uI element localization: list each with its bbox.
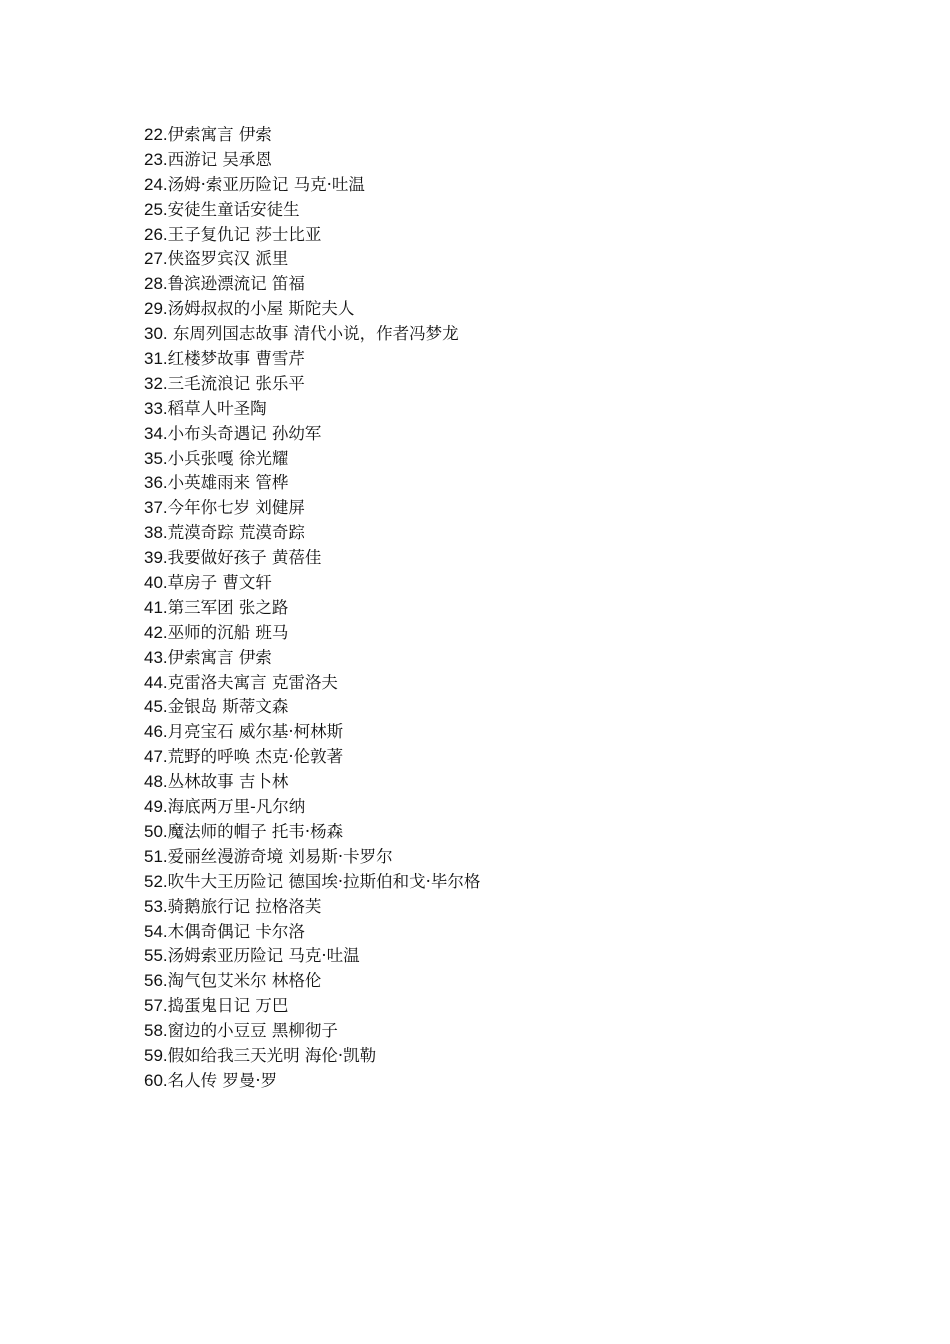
item-title-author: 爱丽丝漫游奇境 刘易斯·卡罗尔 — [167, 846, 393, 866]
item-number: 58. — [144, 1021, 168, 1041]
list-item — [144, 596, 480, 621]
list-item — [144, 720, 480, 745]
list-item — [144, 1019, 480, 1044]
item-title-author: 我要做好孩子 黄蓓佳 — [167, 548, 322, 568]
item-title-author: 汤姆叔叔的小屋 斯陀夫人 — [167, 299, 355, 319]
item-title-author: 窗边的小豆豆 黑柳彻子 — [167, 1021, 338, 1041]
item-number: 24. — [144, 174, 168, 194]
list-item — [144, 944, 480, 969]
list-item — [144, 546, 480, 571]
item-number: 35. — [144, 448, 168, 468]
item-number: 29. — [144, 299, 168, 319]
item-title-author: 草房子 曹文轩 — [167, 573, 272, 593]
item-number: 32. — [144, 373, 168, 393]
list-item — [144, 148, 480, 173]
list-item — [144, 920, 480, 945]
list-item — [144, 372, 480, 397]
list-item — [144, 471, 480, 496]
list-item — [144, 895, 480, 920]
item-number: 36. — [144, 473, 168, 493]
item-number: 47. — [144, 747, 168, 767]
list-item — [144, 621, 480, 646]
item-title-author: 克雷洛夫寓言 克雷洛夫 — [167, 672, 338, 692]
list-item — [144, 297, 480, 322]
item-title-author: 鲁滨逊漂流记 笛福 — [167, 274, 305, 294]
item-title-author: 三毛流浪记 张乐平 — [167, 373, 305, 393]
item-number: 42. — [144, 622, 168, 642]
item-title-author: 名人传 罗曼·罗 — [167, 1070, 278, 1090]
item-number: 43. — [144, 647, 168, 667]
item-title-author: 骑鹅旅行记 拉格洛芙 — [167, 896, 322, 916]
item-number: 45. — [144, 697, 168, 717]
list-item — [144, 123, 480, 148]
item-title-author: 荒野的呼唤 杰克·伦敦著 — [167, 747, 344, 767]
item-title-author: 汤姆·索亚历险记 马克·吐温 — [167, 174, 365, 194]
item-title-author: 吹牛大王历险记 德国埃·拉斯伯和戈·毕尔格 — [167, 871, 481, 891]
list-item — [144, 272, 480, 297]
item-number: 33. — [144, 398, 168, 418]
item-title-author: 小英雄雨来 管桦 — [167, 473, 289, 493]
item-number: 23. — [144, 149, 168, 169]
item-title-author: 荒漠奇踪 荒漠奇踪 — [167, 523, 305, 543]
item-number: 46. — [144, 722, 168, 742]
item-number: 49. — [144, 797, 168, 817]
item-title-author: 红楼梦故事 曹雪芹 — [167, 349, 305, 369]
list-item — [144, 646, 480, 671]
list-item — [144, 397, 480, 422]
item-title-author: 魔法师的帽子 托韦·杨森 — [167, 821, 344, 841]
item-title-author: 伊索寓言 伊索 — [167, 647, 272, 667]
item-title-author: 淘气包艾米尔 林格伦 — [167, 971, 322, 991]
list-item — [144, 322, 480, 347]
item-title-author: 捣蛋鬼日记 万巴 — [167, 996, 289, 1016]
list-item — [144, 173, 480, 198]
list-item — [144, 870, 480, 895]
item-title-author: 今年你七岁 刘健屏 — [167, 498, 305, 518]
item-number: 44. — [144, 672, 168, 692]
item-number: 50. — [144, 821, 168, 841]
item-title-author: 小兵张嘎 徐光耀 — [167, 448, 289, 468]
list-item — [144, 770, 480, 795]
item-number: 56. — [144, 971, 168, 991]
item-number: 30. — [144, 324, 168, 344]
item-number: 54. — [144, 921, 168, 941]
item-number: 39. — [144, 548, 168, 568]
list-item — [144, 521, 480, 546]
item-number: 41. — [144, 597, 168, 617]
item-title-author: 汤姆索亚历险记 马克·吐温 — [167, 946, 360, 966]
item-number: 53. — [144, 896, 168, 916]
item-title-author: 东周列国志故事 清代小说，作者冯梦龙 — [167, 324, 459, 344]
item-title-author: 西游记 吴承恩 — [167, 149, 272, 169]
list-item — [144, 347, 480, 372]
item-number: 25. — [144, 199, 168, 219]
item-number: 59. — [144, 1045, 168, 1065]
item-title-author: 第三军团 张之路 — [167, 597, 289, 617]
item-number: 31. — [144, 349, 168, 369]
item-title-author: 稻草人叶圣陶 — [167, 398, 267, 418]
item-title-author: 小布头奇遇记 孙幼军 — [167, 423, 322, 443]
list-item — [144, 695, 480, 720]
item-title-author: 海底两万里-凡尔纳 — [167, 797, 306, 817]
list-item — [144, 820, 480, 845]
list-item — [144, 447, 480, 472]
list-item — [144, 969, 480, 994]
item-number: 51. — [144, 846, 168, 866]
item-number: 60. — [144, 1070, 168, 1090]
list-item — [144, 422, 480, 447]
list-item — [144, 198, 480, 223]
list-item — [144, 845, 480, 870]
item-title-author: 侠盗罗宾汉 派里 — [167, 249, 289, 269]
item-title-author: 丛林故事 吉卜林 — [167, 772, 289, 792]
item-number: 37. — [144, 498, 168, 518]
list-item — [144, 496, 480, 521]
list-item — [144, 745, 480, 770]
item-title-author: 王子复仇记 莎士比亚 — [167, 224, 322, 244]
list-item — [144, 671, 480, 696]
item-title-author: 巫师的沉船 班马 — [167, 622, 289, 642]
item-title-author: 木偶奇偶记 卡尔洛 — [167, 921, 305, 941]
item-title-author: 金银岛 斯蒂文森 — [167, 697, 289, 717]
item-number: 52. — [144, 871, 168, 891]
item-number: 57. — [144, 996, 168, 1016]
item-title-author: 月亮宝石 威尔基·柯林斯 — [167, 722, 344, 742]
list-item — [144, 1069, 480, 1094]
list-item — [144, 994, 480, 1019]
item-number: 27. — [144, 249, 168, 269]
item-number: 55. — [144, 946, 168, 966]
item-number: 48. — [144, 772, 168, 792]
list-item — [144, 247, 480, 272]
book-list — [144, 123, 480, 1094]
list-item — [144, 1044, 480, 1069]
item-title-author: 伊索寓言 伊索 — [167, 125, 272, 144]
item-number: 38. — [144, 523, 168, 543]
item-number: 40. — [144, 573, 168, 593]
item-number: 34. — [144, 423, 168, 443]
list-item — [144, 571, 480, 596]
item-number: 22. — [144, 125, 168, 144]
item-number: 26. — [144, 224, 168, 244]
item-title-author: 假如给我三天光明 海伦·凯勒 — [167, 1045, 377, 1065]
list-item — [144, 795, 480, 820]
item-number: 28. — [144, 274, 168, 294]
list-item — [144, 223, 480, 248]
item-title-author: 安徒生童话安徒生 — [167, 199, 300, 219]
